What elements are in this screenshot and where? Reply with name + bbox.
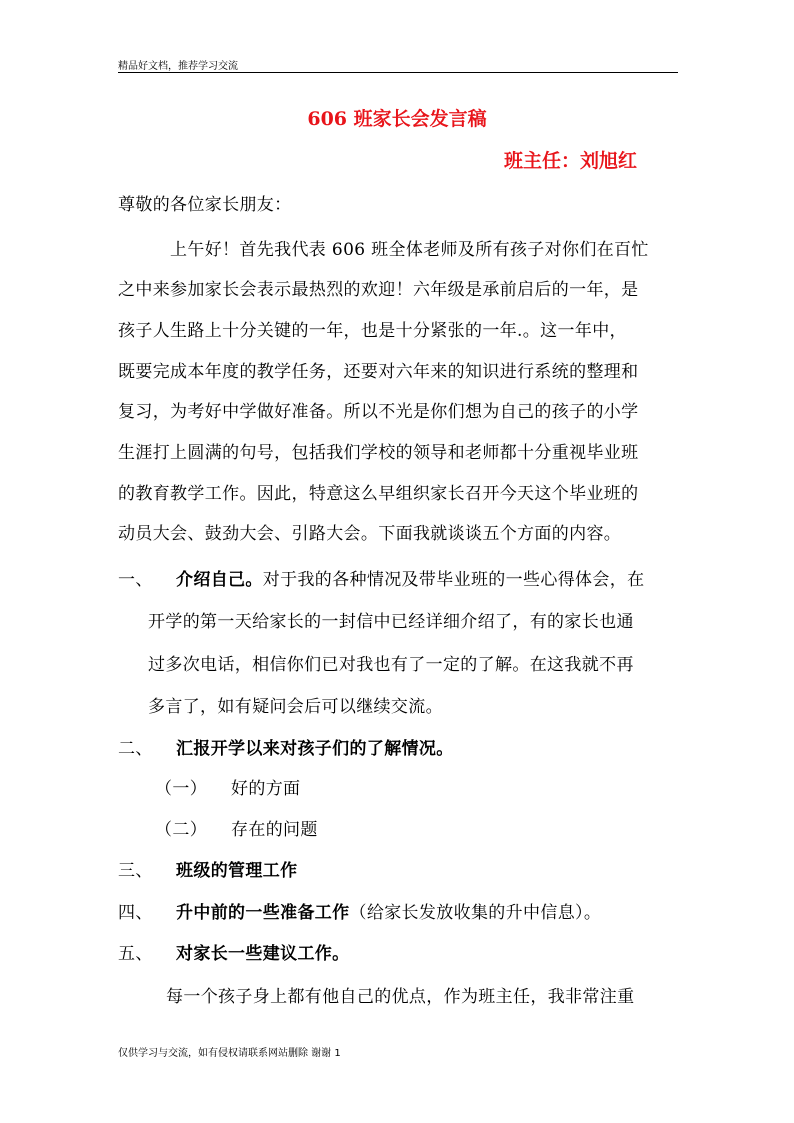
section-5-number: 五、	[118, 944, 153, 964]
section-1-line-1: 开学的第一天给家长的一封信中已经详细介绍了，有的家长也通	[148, 612, 634, 632]
section-4-heading	[176, 898, 601, 923]
section-4-text: （给家长发放收集的升中信息）。	[349, 903, 602, 923]
intro-line-2: 之中来参加家长会表示最热烈的欢迎！六年级是承前启后的一年，是	[118, 280, 639, 300]
header-divider	[118, 72, 678, 73]
last-paragraph-line: 每一个孩子身上都有他自己的优点，作为班主任，我非常注重	[166, 987, 635, 1007]
sub-item-2-text: 存在的问题	[231, 820, 318, 840]
section-1-bold: 介绍自己。	[176, 570, 263, 590]
sub-item-1-number: （一）	[155, 779, 208, 799]
section-5-bold: 对家长一些建议工作。	[176, 944, 350, 964]
intro-line-6: 生涯打上圆满的句号，包括我们学校的领导和老师都十分重视毕业班	[118, 443, 639, 463]
section-3-bold: 班级的管理工作	[176, 861, 298, 881]
greeting: 尊敬的各位家长朋友：	[118, 195, 292, 215]
section-3-heading	[176, 856, 297, 881]
section-2-number: 二、	[118, 739, 153, 759]
section-1-line-3: 多言了，如有疑问会后可以继续交流。	[148, 697, 443, 717]
page-header: 精品好文档，推荐学习交流	[118, 61, 238, 72]
section-3-number: 三、	[118, 861, 153, 881]
section-4-number: 四、	[118, 903, 153, 923]
teacher-name: 班主任：刘旭红	[504, 150, 638, 172]
section-4-bold: 升中前的一些准备工作	[176, 903, 350, 923]
section-1-text: 对于我的各种情况及带毕业班的一些心得体会，在	[262, 570, 645, 590]
intro-line-7: 的教育教学工作。因此，特意这么早组织家长召开今天这个毕业班的	[118, 484, 639, 504]
document-title: 606 班家长会发言稿	[307, 108, 487, 130]
section-2-heading	[176, 734, 454, 759]
intro-line-4: 既要完成本年度的教学任务，还要对六年来的知识进行系统的整理和	[118, 362, 639, 382]
intro-line-5: 复习，为考好中学做好准备。所以不光是你们想为自己的孩子的小学	[118, 402, 639, 422]
intro-line-8: 动员大会、鼓劲大会、引路大会。下面我就谈谈五个方面的内容。	[118, 524, 622, 544]
section-1-number: 一、	[118, 570, 153, 590]
section-2-bold: 汇报开学以来对孩子们的了解情况。	[176, 739, 454, 759]
sub-item-1-text: 好的方面	[231, 779, 301, 799]
page-footer: 仅供学习与交流，如有侵权请联系网站删除 谢谢 1	[118, 1048, 341, 1059]
intro-line-1: 上午好！首先我代表 606 班全体老师及所有孩子对你们在百忙	[170, 240, 649, 260]
section-5-heading	[176, 939, 350, 964]
sub-item-2-number: （二）	[155, 820, 208, 840]
section-1-line-2: 过多次电话，相信你们已对我也有了一定的了解。在这我就不再	[148, 655, 634, 675]
section-1-heading	[176, 565, 644, 590]
intro-line-3: 孩子人生路上十分关键的一年，也是十分紧张的一年.。这一年中，	[118, 321, 627, 341]
